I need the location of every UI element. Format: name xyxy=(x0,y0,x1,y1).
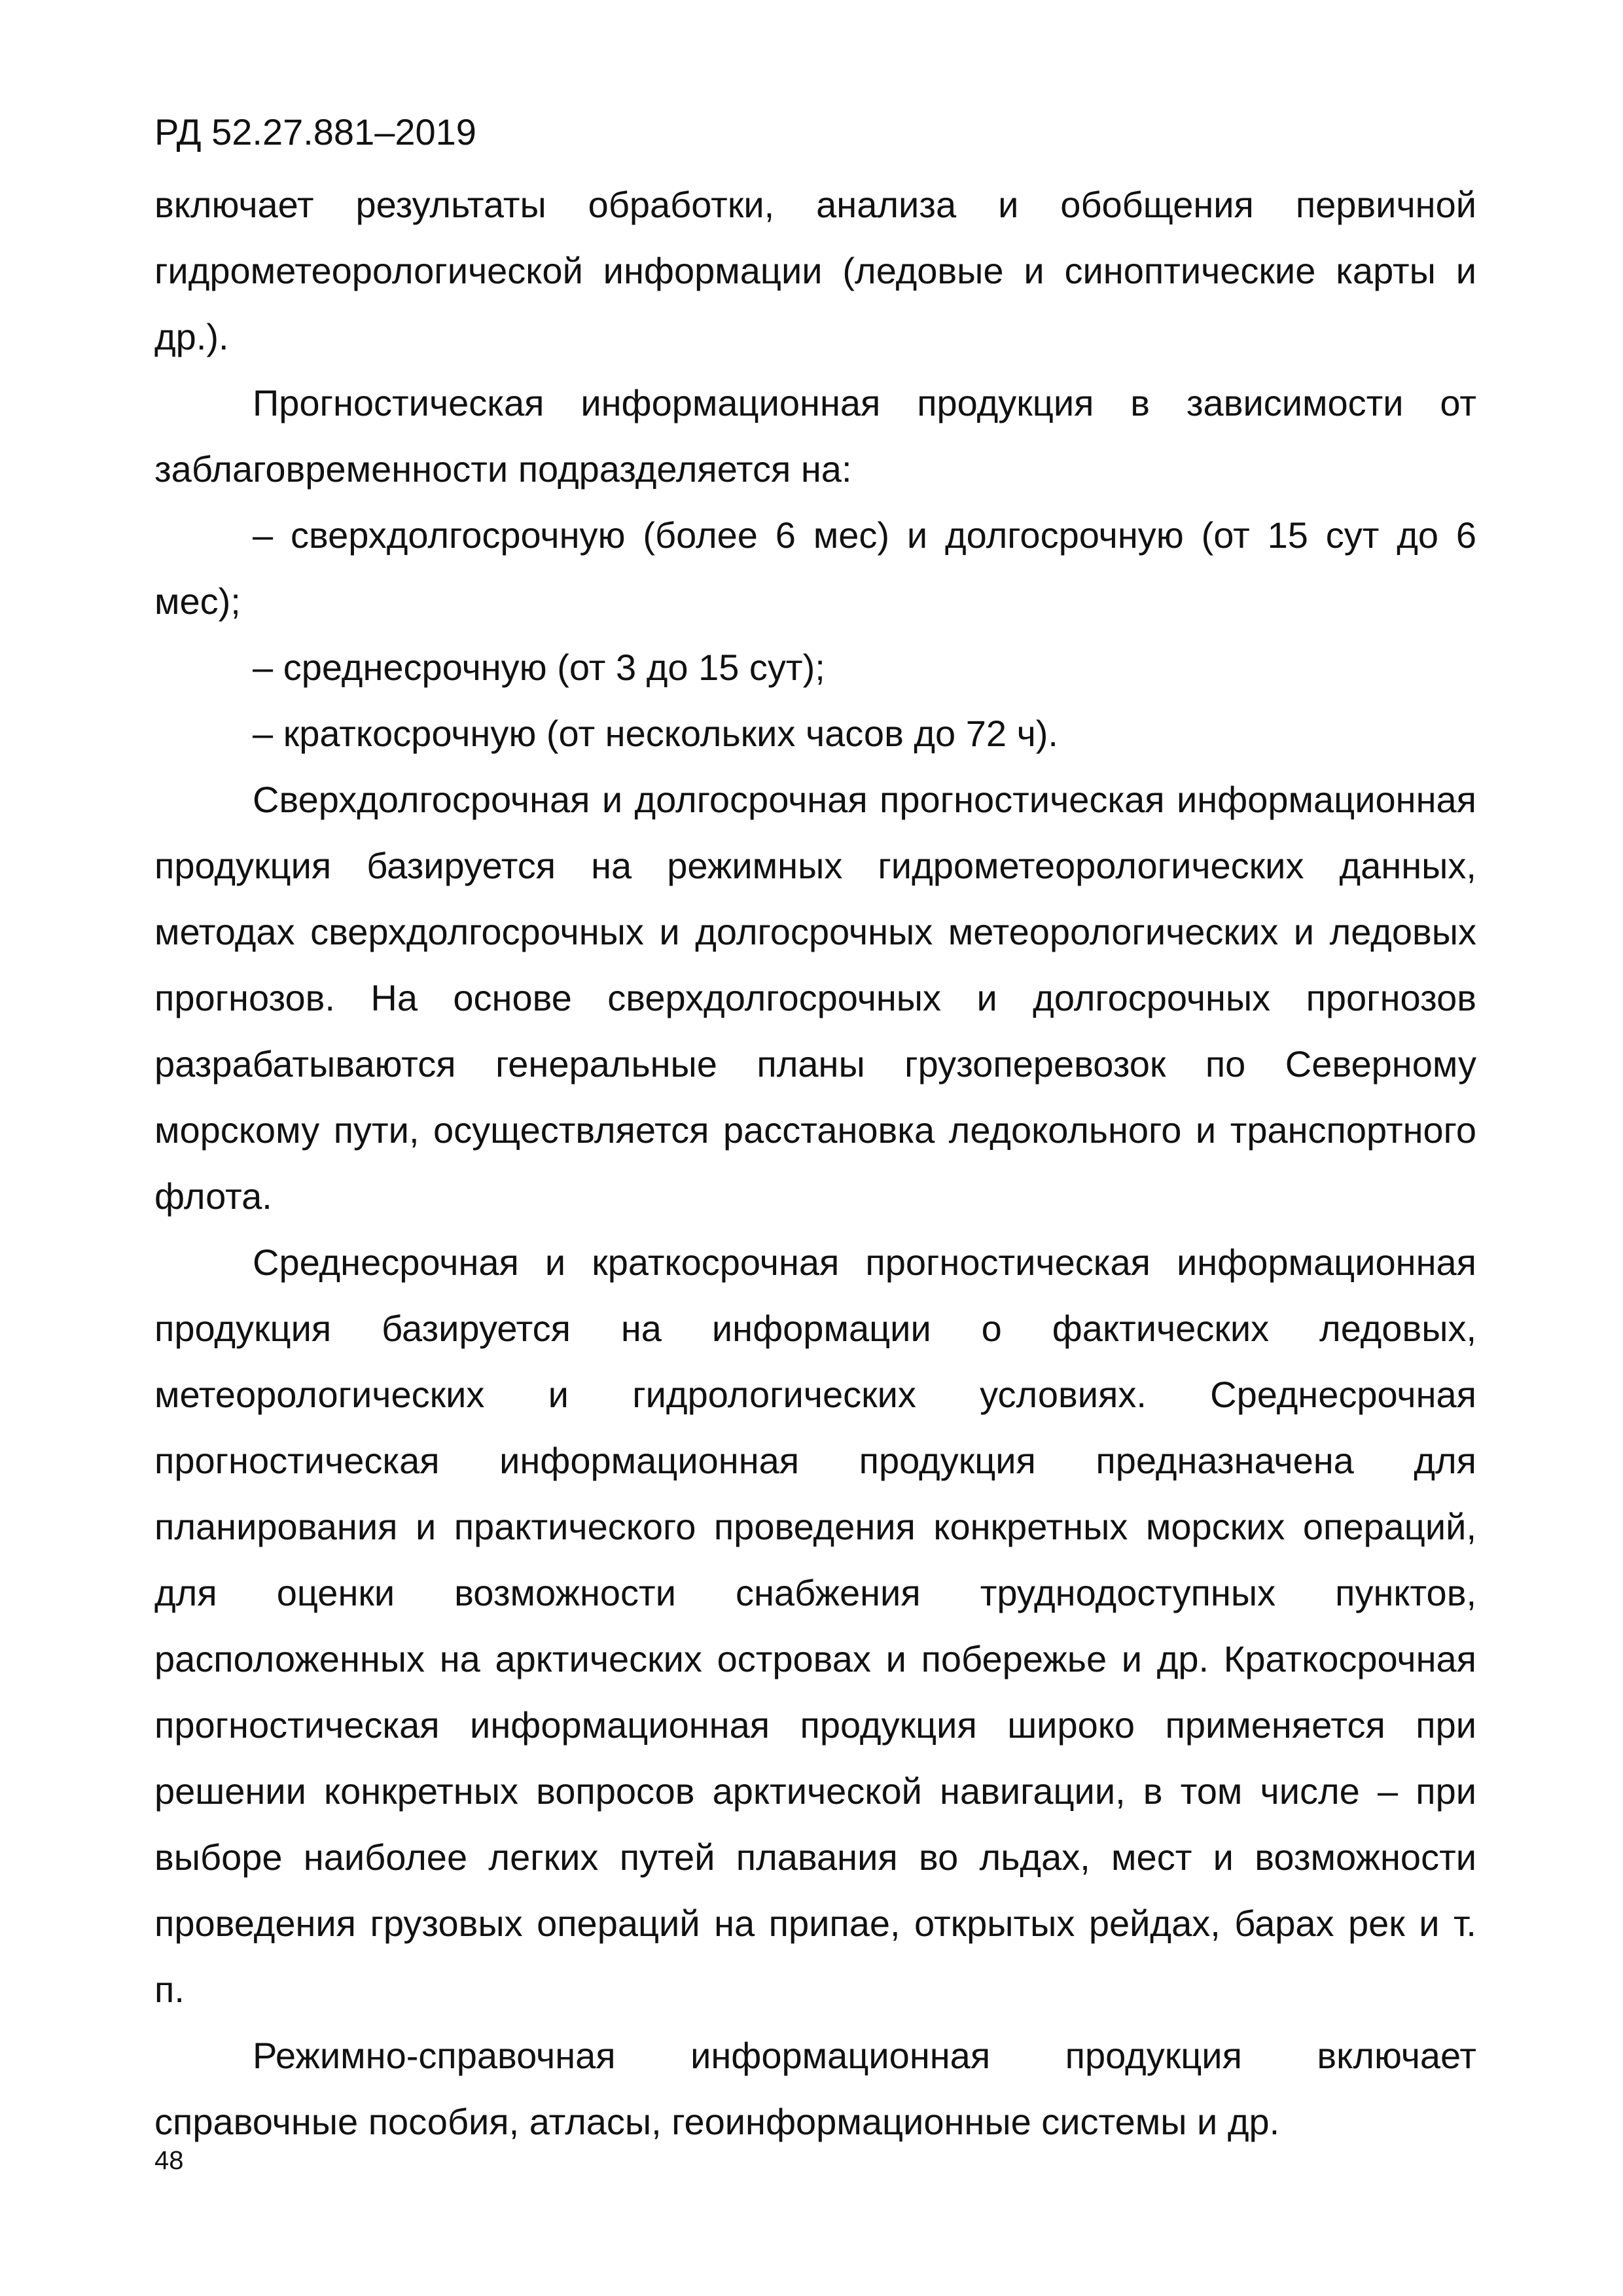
paragraph-continuation: включает результаты обработки, анализа и обобщения первичной гидрометеорологической информации (ледовые и синоптические карты и др.). xyxy=(154,184,1476,357)
paragraph-forecast-intro: Прогностическая информационная продукция в зависимости от заблаговременности подразделяется на: xyxy=(154,382,1476,490)
paragraph-medium-short-term-products: Среднесрочная и краткосрочная прогностическая информационная продукция базируется на информации о фактических ледовых, метеорологических и гидрологических условиях. Среднесрочная прогностическая информационная продукция предназначена для планирования и практического проведения конкретных морских операций, для оценки возможности снабжения труднодоступных пунктов, расположенных на арктических островах и побережье и др. Краткосрочная прогностическая информационная продукция широко применяется при решении конкретных вопросов арктической навигации, в том числе – при выборе наиболее легких путей плавания во льдах, мест и возможности проведения грузовых операций на припае, открытых рейдах, барах рек и т. п. xyxy=(154,1242,1476,2010)
paragraph-long-term-products: Сверхдолгосрочная и долгосрочная прогностическая информационная продукция базируется на режимных гидрометеорологических данных, методах сверхдолгосрочных и долгосрочных метеорологических и ледовых прогнозов. На основе сверхдолгосрочных и долгосрочных прогнозов разрабатываются генеральные планы грузоперевозок по Северному морскому пути, осуществляется расстановка ледокольного и транспортного флота. xyxy=(154,779,1476,1217)
document-code-header: РД 52.27.881–2019 xyxy=(154,111,476,152)
list-item-long-term: – сверхдолгосрочную (более 6 мес) и долгосрочную (от 15 сут до 6 мес); xyxy=(154,514,1476,622)
page-number: 48 xyxy=(154,2146,184,2175)
document-body xyxy=(154,171,1476,2155)
paragraph-reference-products: Режимно-справочная информационная продукция включает справочные пособия, атласы, геоинформационные системы и др. xyxy=(154,2035,1476,2142)
list-item-medium-term: – среднесрочную (от 3 до 15 сут); xyxy=(253,647,825,688)
list-item-short-term: – краткосрочную (от нескольких часов до 72 ч). xyxy=(253,713,1058,754)
